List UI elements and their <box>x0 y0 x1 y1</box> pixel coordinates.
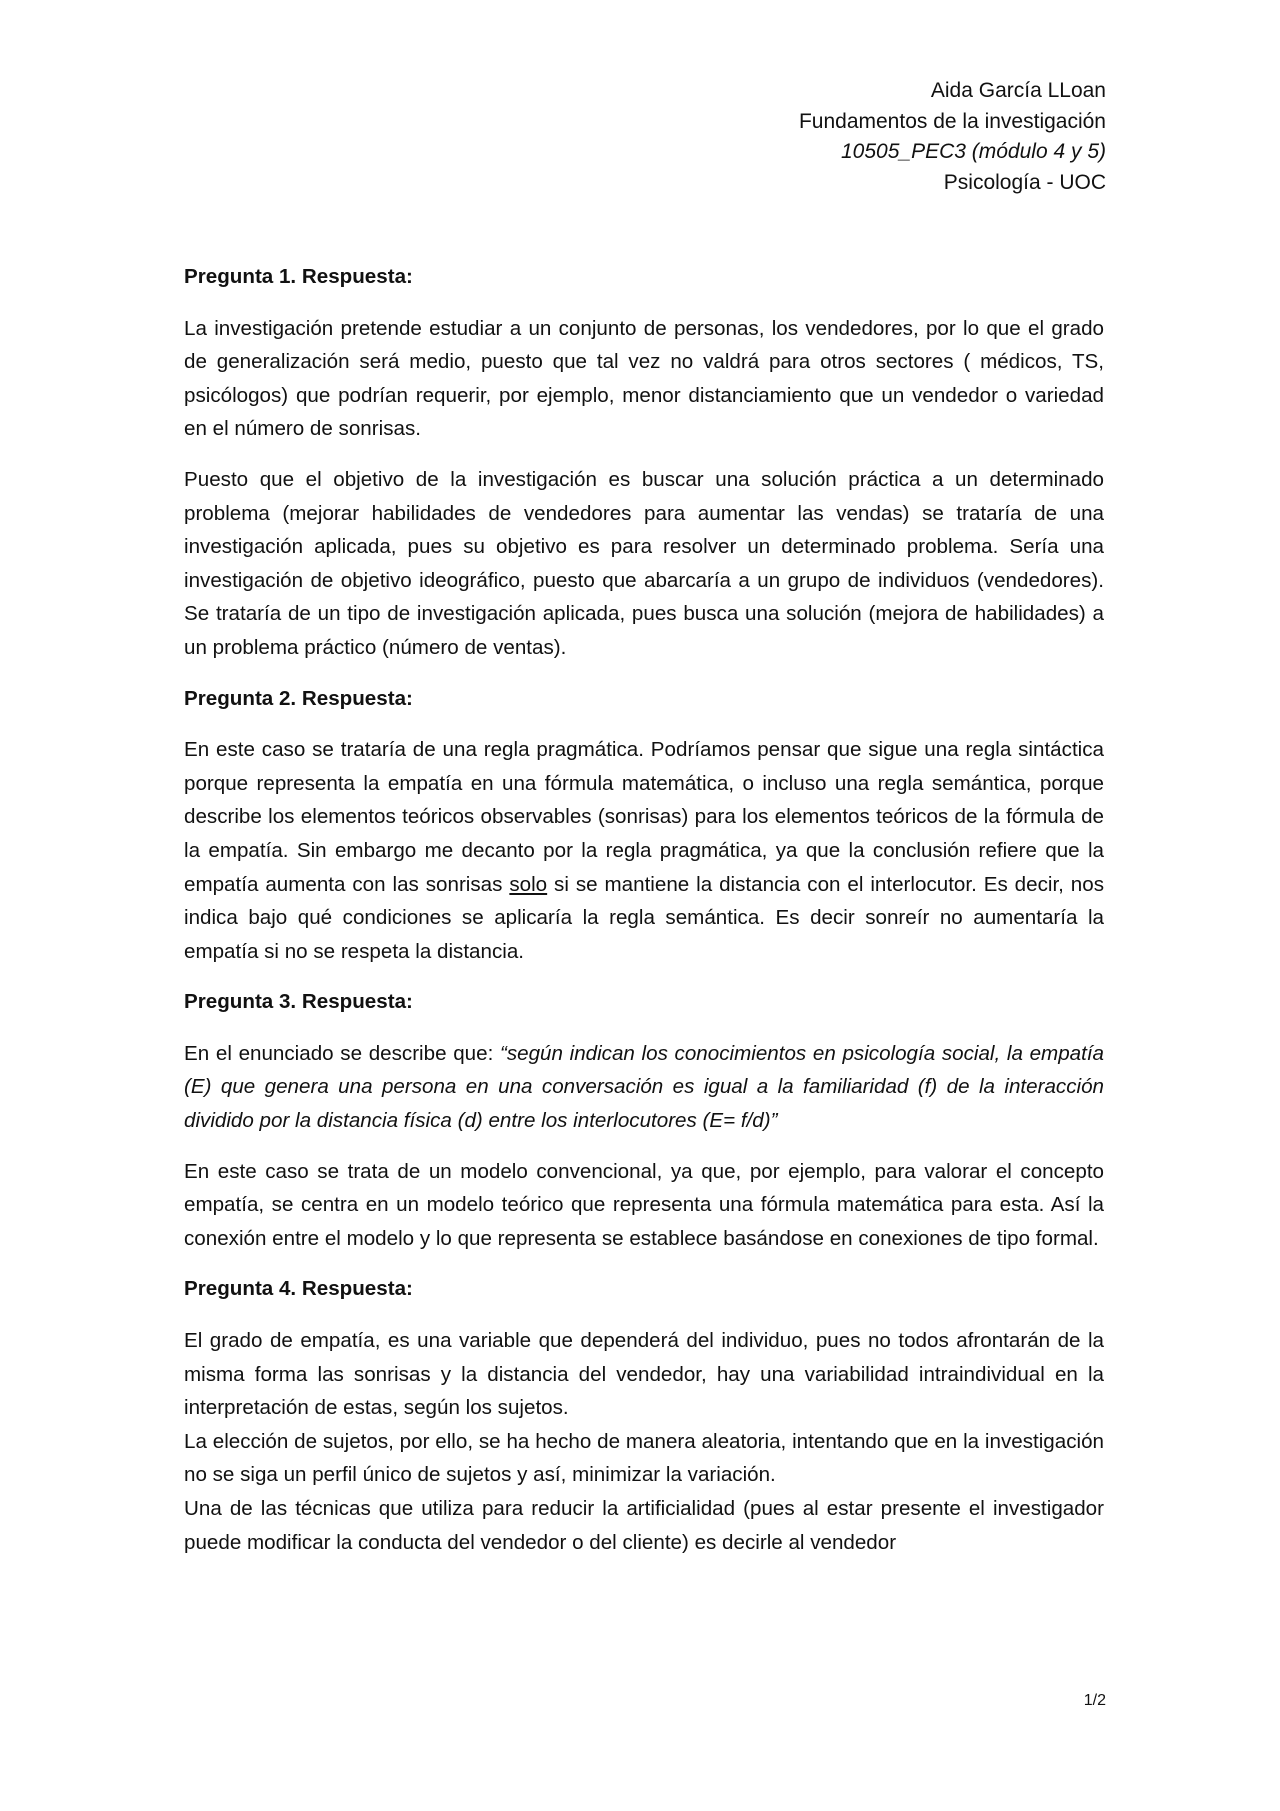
document-body <box>184 260 1104 1559</box>
question-4-paragraph-2: La elección de sujetos, por ello, se ha hecho de manera aleatoria, intentando que en la investigación no se siga un perfil único de sujetos y así, minimizar la variación. <box>184 1429 1104 1487</box>
question-2-text-before: En este caso se trataría de una regla pragmática. Podríamos pensar que sigue una regla sintáctica porque representa la empatía en una fórmula matemática, o incluso una regla semántica, porque describe los elementos teóricos observables (sonrisas) para los elementos teóricos de la fórmula de la empatía. Sin embargo me decanto por la regla pragmática, ya que la conclusión refiere que la empatía aumenta con las sonrisas <box>184 738 1104 896</box>
question-1-paragraph-2: Puesto que el objetivo de la investigación es buscar una solución práctica a un determinado problema (mejorar habilidades de vendedores para aumentar las vendas) se trataría de una investigación aplicada, pues su objetivo es para resolver un determinado problema. Sería una investigación de objetivo ideográfico, puesto que abarcaría a un grupo de individuos (vendedores). Se trataría de un tipo de investigación aplicada, pues busca una solución (mejora de habilidades) a un problema práctico (número de ventas). <box>184 467 1104 659</box>
question-3-heading: Pregunta 3. Respuesta: <box>184 990 413 1014</box>
document-header <box>799 76 1106 198</box>
question-2-heading: Pregunta 2. Respuesta: <box>184 686 413 710</box>
question-1-heading: Pregunta 1. Respuesta: <box>184 265 413 288</box>
question-1-paragraph-1: La investigación pretende estudiar a un conjunto de personas, los vendedores, por lo que el grado de generalización será medio, puesto que tal vez no valdrá para otros sectores ( médicos, TS, psicólogos) que podrían requerir, por ejemplo, menor distanciamiento que un vendedor o variedad en el número de sonrisas. <box>184 316 1104 441</box>
question-4-paragraph-1: El grado de empatía, es una variable que dependerá del individuo, pues no todos afrontarán de la misma forma las sonrisas y la distancia del vendedor, hay una variabilidad intraindividual en la interpretación de estas, según los sujetos. <box>184 1329 1104 1420</box>
author-name: Aida García LLoan <box>930 79 1106 102</box>
page-number: 1/2 <box>1083 1692 1106 1709</box>
underlined-word: solo <box>509 872 548 896</box>
question-2-text-after: si se mantiene la distancia con el interlocutor. Es decir, nos indica bajo qué condiciones se aplicaría la regla semántica. Es decir sonreír no aumentaría la empatía si no se respeta la distancia. <box>184 872 1105 963</box>
question-3-quote: “según indican los conocimientos en psicología social, la empatía (E) que genera una persona en una conversación es igual a la familiaridad (f) de la interacción dividido por la distancia física (d) entre los interlocutores (E= f/d)” <box>184 1041 1105 1133</box>
subject-name: Fundamentos de la investigación <box>798 109 1106 133</box>
question-3-lead: En el enunciado se describe que: <box>184 1041 500 1065</box>
course-code: 10505_PEC3 (módulo 4 y 5) <box>841 140 1106 163</box>
question-4-paragraph-3: Una de las técnicas que utiliza para reducir la artificialidad (pues al estar presente el investigador puede modificar la conducta del vendedor o del cliente) es decirle al vendedor <box>184 1497 1104 1554</box>
question-3-paragraph-1 <box>184 1037 1104 1138</box>
question-3-paragraph-2: En este caso se trata de un modelo convencional, ya que, por ejemplo, para valorar el concepto empatía, se centra en un modelo teórico que representa una fórmula matemática para esta. Así la conexión entre el modelo y lo que representa se establece basándose en conexiones de tipo formal. <box>184 1159 1104 1250</box>
question-2-paragraph-1 <box>184 733 1104 968</box>
program-name: Psicología - UOC <box>943 170 1106 194</box>
question-4-heading: Pregunta 4. Respuesta: <box>184 1277 413 1301</box>
